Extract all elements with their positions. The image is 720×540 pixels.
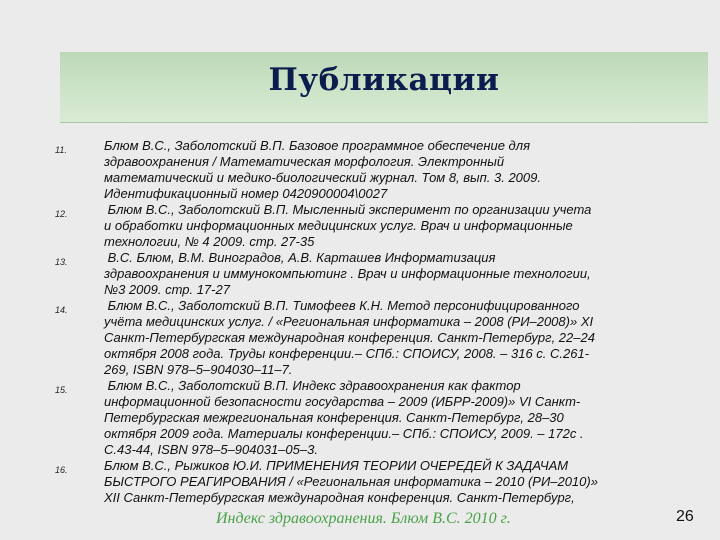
list-item-text: Блюм В.С., Заболотский В.П. Базовое программное обеспечение для здравоохранения / Математическая морфология. Электронный математический и медико-биологический журнал. Том 8, вып. 3. 2009. Идентификационный номер 0420900004\0027 (104, 138, 541, 201)
list-item-text: Блюм В.С., Заболотский В.П. Индекс здравоохранения как фактор информационной безопасности государства – 2009 (ИБРР-2009)» VI Санкт- Петербургская межрегиональная конференция. Санкт-Петербург, 28–30 октября 2009 года. Материалы конференции.– СПб.: СПОИСУ, 2009. – 172с . С.43-44, ISBN 978–5–904031–05–3. (104, 378, 584, 457)
list-item-number: 11. (55, 145, 67, 155)
list-item-number: 14. (55, 305, 68, 315)
list-item-text: В.С. Блюм, В.М. Виноградов, А.В. Карташев Информатизация здравоохранения и иммунокомпьютинг . Врач и информационные технологии, №3 2009. стр. 17-27 (104, 250, 591, 297)
slide-title: Публикации (268, 62, 500, 98)
list-item-number: 12. (55, 209, 68, 219)
footer-caption: Индекс здравоохранения. Блюм В.С. 2010 г. (216, 510, 511, 527)
list-item-number: 15. (55, 385, 68, 395)
list-item-text: Блюм В.С., Рыжиков Ю.И. ПРИМЕНЕНИЯ ТЕОРИИ ОЧЕРЕДЕЙ К ЗАДАЧАМ БЫСТРОГО РЕАГИРОВАНИЯ / «Региональная информатика – 2010 (РИ–2010)» XII Санкт-Петербургская международная конференция. Санкт-Петербург, (104, 458, 598, 505)
list-item-text: Блюм В.С., Заболотский В.П. Тимофеев К.Н. Метод персонифицированного учёта медицинских услуг. / «Региональная информатика – 2008 (РИ–2008)» XI Санкт-Петербургская международная конференция. Санкт-Петербург, 22–24 октября 2008 года. Труды конференции.– СПб.: СПОИСУ, 2008. – 316 с. С.261- 269, ISBN 978–5–904030–11–7. (104, 298, 595, 377)
list-item-number: 13. (55, 257, 68, 267)
title-banner (60, 52, 708, 123)
list-item-text: Блюм В.С., Заболотский В.П. Мысленный эксперимент по организации учета и обработки информационных медицинских услуг. Врач и информационные технологии, № 4 2009. стр. 27-35 (104, 202, 592, 249)
page-number: 26 (676, 508, 694, 525)
list-item-number: 16. (55, 465, 68, 475)
